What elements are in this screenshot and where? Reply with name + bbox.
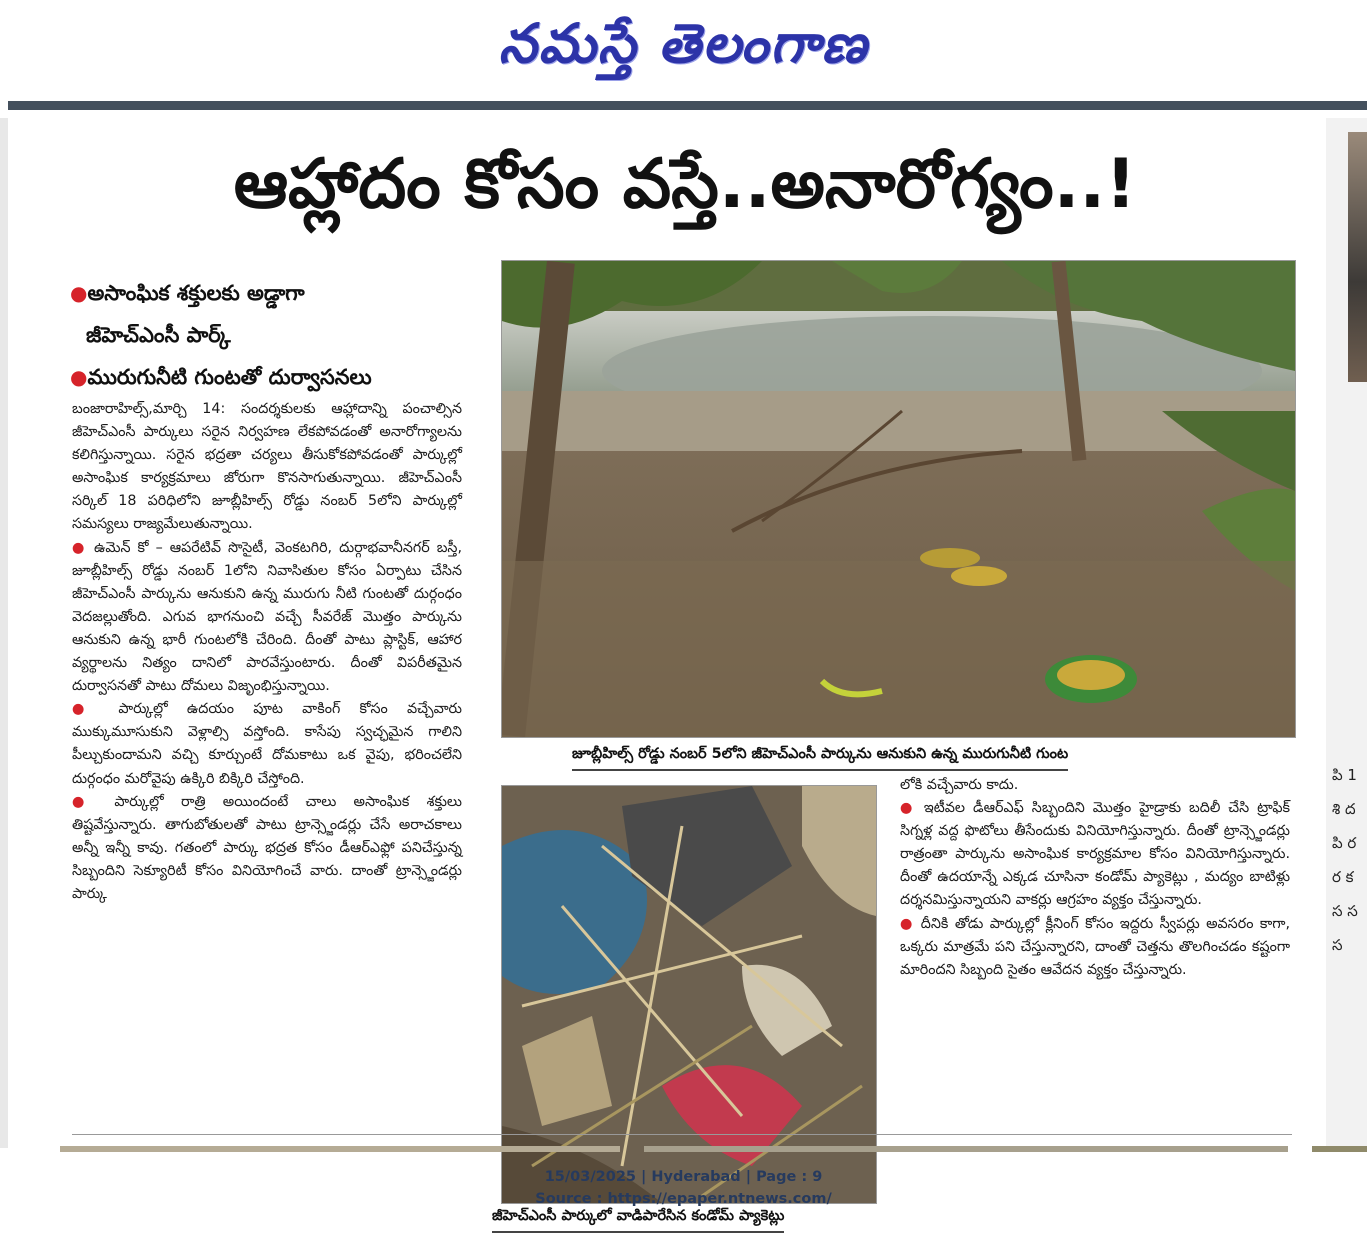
headline-bullets: [70, 272, 490, 398]
next-photo-edge: [1312, 1146, 1367, 1152]
bullet-dot-icon: ●: [900, 800, 924, 817]
article-column-right: [900, 774, 1290, 982]
paragraph: ● పార్కుల్లో రాత్రి అయిందంటే చాలు అసాంఘిక శక్తులు తిష్టవేస్తున్నారు. తాగుబోతులతో పాటు ట్రాన్స్జెండర్లు చేసే అరాచకాలు అన్నీ ఇన్నీ కావు. గతంలో పార్కు భద్రత కోసం డీఆర్ఎఫ్లో పనిచేస్తున్న సిబ్బందిని సెక్యూరిటీ కోసం వినియోగించే వారు. దాంతో ట్రాన్స్జెండర్లు పార్కు: [72, 793, 462, 902]
park-sewage-pond-photo: [501, 260, 1296, 738]
paragraph: ● ఇటీవల డీఆర్ఎఫ్ సిబ్బందిని మొత్తం హైడ్రాకు బదిలీ చేసి ట్రాఫిక్ సిగ్నళ్ల వద్ద ఫొటోలు తీసేందుకు వినియోగిస్తున్నారు. దీంతో ట్రాన్స్జెండర్లు రాత్రంతా పార్కును అసాంఘిక కార్యక్రమాల కోసం వినియోగిస్తున్నారు. దీంతో ఉదయాన్నే ఎక్కడ చూసినా కండోమ్ ప్యాకెట్లు , మద్యం బాటిళ్లు దర్శనమిస్తున్నాయని వాకర్లు ఆగ్రహం వ్యక్తం చేస్తున్నారు.: [900, 800, 1290, 909]
bullet-item-continued: జీహెచ్ఎంసీ పార్క్: [86, 323, 231, 347]
adjacent-article-strip: [1326, 118, 1367, 1148]
paragraph: లోకి వచ్చేవారు కాదు.: [900, 777, 1019, 793]
left-margin: [0, 118, 8, 1148]
park-photo-illustration: [502, 261, 1295, 737]
litter-photo-illustration: [502, 786, 876, 1203]
article-column-left: [72, 398, 462, 906]
paragraph: ● దీనికి తోడు పార్కుల్లో క్లీనింగ్ కోసం ఇద్దరు స్వీపర్లు అవసరం కాగా, ఒక్కరు మాత్రమే పని చేస్తున్నారని, దాంతో చెత్తను తొలగించడం కష్టంగా మారిందని సిబ్బంది సైతం ఆవేదన వ్యక్తం చేస్తున్నారు.: [900, 915, 1290, 978]
next-article-photo-edges: [60, 1146, 1367, 1152]
bullet-item: ●అసాంఘిక శక్తులకు అడ్డాగా: [70, 281, 305, 305]
adjacent-photo-sliver: [1348, 132, 1367, 382]
bullet-item: ●మురుగునీటి గుంటతో దుర్వాసనలు: [70, 365, 372, 389]
paragraph: బంజారాహిల్స్,మార్చి 14: సందర్శకులకు ఆహ్లాదాన్ని పంచాల్సిన జీహెచ్ఎంసీ పార్కులు సరైన నిర్వహణ లేకపోవడంతో అనారోగ్యాలను కలిగిస్తున్నాయి. సరైన భద్రతా చర్యలు తీసుకోకపోవడంతో పార్కుల్లో అసాంఘిక కార్యక్రమాలు జోరుగా కొనసాగుతున్నాయి. జీహెచ్ఎంసీ సర్కిల్ 18 పరిధిలోని జూబ్లీహిల్స్ రోడ్డు నంబర్ 5లోని పార్కుల్లో సమస్యలు రాజ్యమేలుతున్నాయి.: [72, 401, 462, 533]
next-photo-edge: [644, 1146, 1288, 1152]
paragraph: ● ఉమెన్ కో – ఆపరేటివ్ సొసైటీ, వెంకటగిరి, దుర్గాభవానీనగర్ బస్తీ, జూబ్లీహిల్స్ రోడ్డు నంబర్ 1లోని నివాసితుల కోసం ఏర్పాటు చేసిన జీహెచ్ఎంసీ పార్కును ఆనుకుని ఉన్న మురుగు నీటి గుంటతో దుర్గంధం వెదజల్లుతోంది. ఎగువ భాగనుంచి వచ్చే సీవరేజ్ మొత్తం పార్కును ఆనుకుని ఉన్న భారీ గుంటలోకి చేరింది. దీంతో పాటు ప్లాస్టిక్, ఆహార వ్యర్థాలను నిత్యం దానిలో పారవేస్తుంటారు. దీంతో విపరీతమైన దుర్వాసనతో పాటు దోమలు విజృంభిస్తున్నాయి.: [72, 539, 462, 695]
page-footer: [0, 1166, 1367, 1210]
bullet-dot-icon: ●: [72, 539, 94, 556]
newspaper-logo: నమస్తే తెలంగాణ: [498, 11, 869, 75]
paragraph: ● పార్కుల్లో ఉదయం పూట వాకింగ్ కోసం వచ్చేవారు ముక్కుమూసుకుని వెళ్లాల్సి వస్తోంది. కాసేపు స్వచ్ఛమైన గాలిని పీల్చుకుందామని వచ్చి కూర్చుంటే దోమకాటు ఒక వైపు, భరించలేని దుర్గంధం మరోవైపు ఉక్కిరి బిక్కిరి చేస్తోంది.: [72, 701, 462, 787]
park-photo-caption: జూబ్లీహిల్స్ రోడ్డు నంబర్ 5లోని జీహెచ్ఎంసీ పార్కును ఆనుకుని ఉన్న మురుగునీటి గుంట: [572, 746, 1068, 771]
litter-photo-caption: జీహెచ్ఎంసీ పార్కులో వాడిపారేసిన కండోమ్ ప్యాకెట్లు: [492, 1208, 784, 1233]
masthead-rule: [8, 101, 1367, 110]
adjacent-text-sliver: పి 1 శి ద పి ర ర క స స స: [1332, 766, 1358, 954]
bullet-dot-icon: ●: [70, 281, 88, 305]
next-photo-edge: [60, 1146, 620, 1152]
masthead: [0, 0, 1367, 100]
article-headline: ఆహ్లాదం కోసం వస్తే..అనారోగ్యం..!: [233, 145, 1137, 224]
bullet-dot-icon: ●: [70, 365, 88, 389]
edition-info: 15/03/2025 | Hyderabad | Page : 9: [544, 1169, 823, 1185]
bottom-rule: [72, 1134, 1292, 1135]
bullet-dot-icon: ●: [900, 915, 921, 932]
bullet-dot-icon: ●: [72, 793, 115, 810]
source-link[interactable]: Source : https://epaper.ntnews.com/: [535, 1191, 832, 1207]
bullet-dot-icon: ●: [72, 701, 119, 718]
discarded-packets-photo: [501, 785, 877, 1204]
